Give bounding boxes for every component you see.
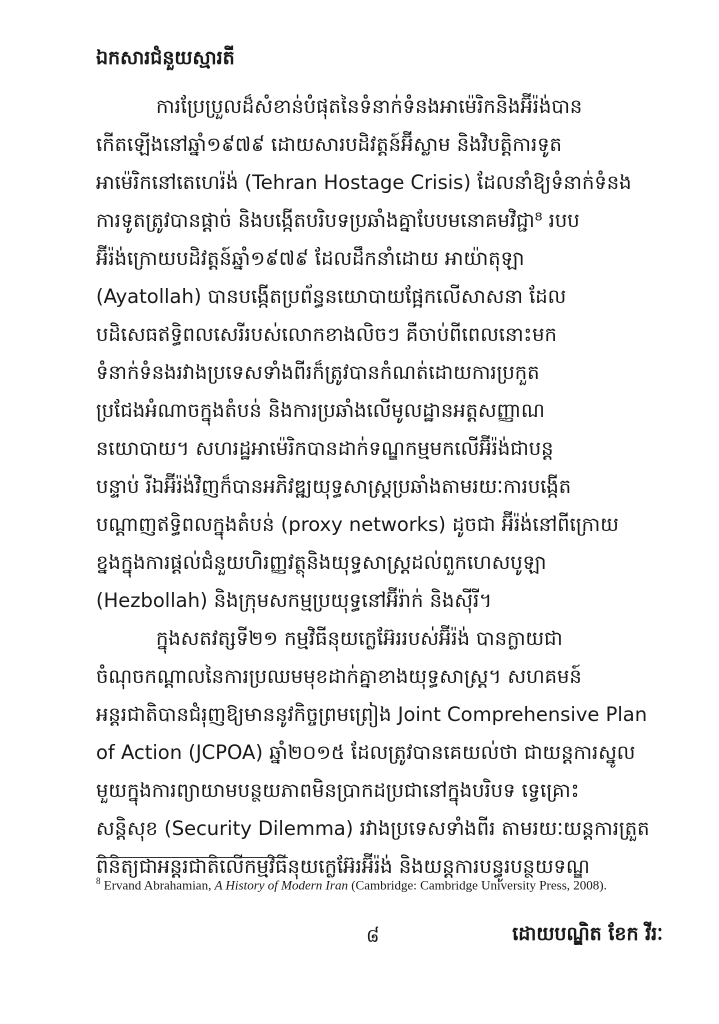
paragraph-2-line: សន្តិសុខ (Security Dilemma) រវាងប្រទេសទាំងពីរ តាមរយៈយន្តការត្រួត <box>96 817 650 840</box>
paragraph-1-line: បណ្តាញឥទ្ធិពលក្នុងតំបន់ (proxy networks) ដូចជា អ៊ីរ៉ង់នៅពីក្រោយ <box>96 513 619 536</box>
paragraph-1-line: ការប្រែប្រួលដ៏សំខាន់បំផុតនៃទំនាក់ទំនងអាម៉េរិកនិងអ៊ីរ៉ង់បាន <box>156 95 583 118</box>
footnote-marker: 8 <box>96 876 101 886</box>
paragraph-1-line: ទំនាក់ទំនងរវាងប្រទេសទាំងពីរក៏ត្រូវបានកំណត់ដោយការប្រកួត <box>96 361 540 384</box>
paragraph-2-line: ពិនិត្យជាអន្តរជាតិលើកម្មវិធីនុយក្លេអ៊ែរអ៊ីរ៉ង់ និងយន្តការបន្ធូរបន្ថយទណ្ឌ <box>96 855 590 878</box>
footer-author: ដោយបណ្ឌិត ខែក វីរៈ <box>512 923 663 945</box>
paragraph-1-line: បដិសេធឥទ្ធិពលសេរីរបស់លោកខាងលិចៗ គឺចាប់ពីពេលនោះមក <box>96 323 557 346</box>
footnote-author: Ervand Abrahamian, <box>103 877 215 893</box>
paragraph-1-line: ការទូតត្រូវបានផ្តាច់ និងបង្កើតបរិបទប្រឆាំងគ្នាបែបមនោគមវិជ្ជា⁸ របប <box>96 209 580 232</box>
paragraph-1-line: (Hezbollah) និងក្រុមសកម្មប្រយុទ្ធនៅអ៊ីរ៉ាក់ និងស៊ីរី។ <box>96 589 492 612</box>
paragraph-1-line: ខ្នងក្នុងការផ្តល់ជំនួយហិរញ្ញវត្ថុនិងយុទ្ធសាស្ត្រដល់ពួកហេសបូឡា <box>96 551 547 574</box>
body-text <box>96 88 661 886</box>
page-number: ៨ <box>366 925 380 947</box>
paragraph-1-line: អ៊ីរ៉ង់ក្រោយបដិវត្តន៍ឆ្នាំ១៩៧៩ ដែលដឹកនាំដោយ អាយ៉ាតុឡា <box>96 247 525 270</box>
footnote-book-title: A History of Modern Iran <box>214 877 348 893</box>
paragraph-1-line: នយោបាយ។ សហរដ្ឋអាម៉េរិកបានដាក់ទណ្ឌកម្មមកលើអ៊ីរ៉ង់ជាបន្ត <box>96 437 554 460</box>
paragraph-1-line: អាម៉េរិកនៅតេហេរ៉ង់ (Tehran Hostage Crisis) ដែលនាំឱ្យទំនាក់ទំនង <box>96 171 632 194</box>
footnote <box>96 872 676 894</box>
paragraph-2-line: មួយក្នុងការព្យាយាមបន្ថយភាពមិនប្រាកដប្រជានៅក្នុងបរិបទ ទ្វេគ្រោះ <box>96 779 580 802</box>
paragraph-2-line: ចំណុចកណ្តាលនៃការប្រឈមមុខដាក់គ្នាខាងយុទ្ធសាស្ត្រ។ សហគមន៍ <box>96 665 582 688</box>
footnote-publisher: (Cambridge: Cambridge University Press, 2008). <box>347 877 607 893</box>
paragraph-1-line: កើតឡើងនៅឆ្នាំ១៩៧៩ ដោយសារបដិវត្តន៍អ៊ីស្លាម និងវិបត្តិការទូត <box>96 133 562 156</box>
running-header: ឯកសារជំនួយស្មារតី <box>96 47 235 69</box>
footnote-divider <box>96 857 288 858</box>
paragraph-1-line: (Ayatollah) បានបង្កើតប្រព័ន្ធនយោបាយផ្អែកលើសាសនា ដែល <box>96 285 567 308</box>
paragraph-2-line: អន្តរជាតិបានជំរុញឱ្យមាននូវកិច្ចព្រមព្រៀង Joint Comprehensive Plan <box>96 703 648 726</box>
page-footer <box>96 918 663 958</box>
paragraph-2-line: ក្នុងសតវត្សទី២១ កម្មវិធីនុយក្លេអ៊ែររបស់អ៊ីរ៉ង់ បានក្លាយជា <box>156 627 563 650</box>
paragraph-1-line: បន្ទាប់ រីឯអ៊ីរ៉ង់វិញក៏បានអភិវឌ្ឍយុទ្ធសាស្ត្រប្រឆាំងតាមរយៈការបង្កើត <box>96 475 572 498</box>
paragraph-1-line: ប្រជែងអំណាចក្នុងតំបន់ និងការប្រឆាំងលើមូលដ្ឋានអត្តសញ្ញាណ <box>96 399 545 422</box>
paragraph-2-line: of Action (JCPOA) ឆ្នាំ២០១៥ ដែលត្រូវបានគេយល់ថា ជាយន្តការស្នូល <box>96 741 636 764</box>
